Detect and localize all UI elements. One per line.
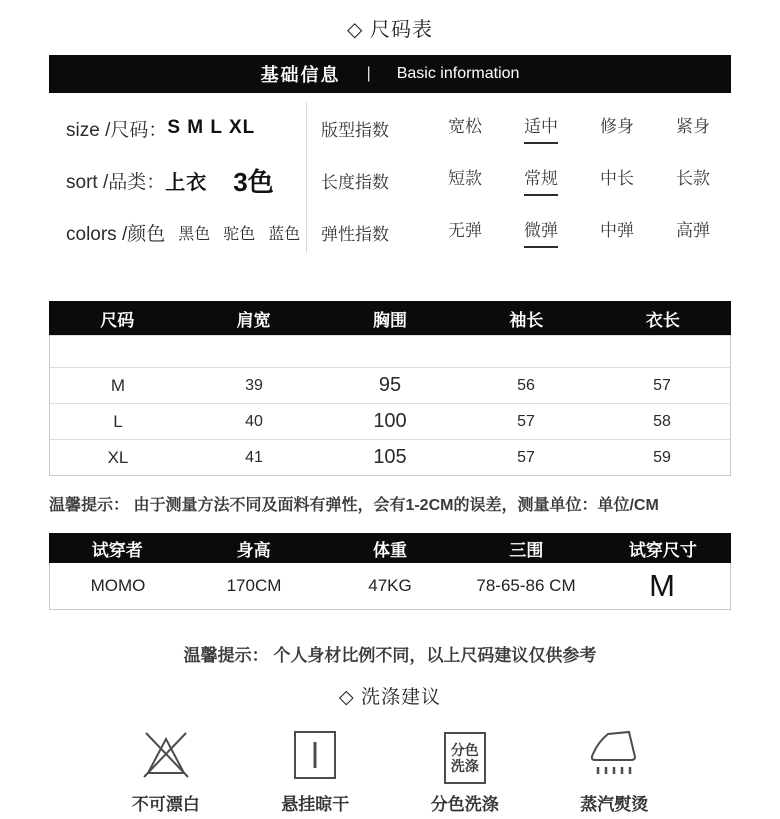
indicator-option: 中弹: [600, 221, 634, 240]
indicator-option-selected: 常规: [503, 164, 579, 196]
indicator-option-selected: 微弹: [503, 216, 579, 248]
cell-fit-size: M: [649, 568, 675, 603]
cell-size: XL: [107, 447, 129, 467]
cell-size: M: [110, 375, 126, 395]
size-table-header-cell: 肩宽: [236, 310, 271, 330]
indicator-label: 弹性指数: [321, 224, 389, 244]
separate-wash-box-line2: 洗涤: [450, 758, 479, 774]
sort-value: 上衣: [165, 171, 208, 194]
no-bleach-icon: [135, 722, 197, 784]
size-value: S M L XL: [167, 117, 256, 138]
indicator-row-elasticity: [307, 206, 731, 258]
wash-item-no-bleach: [106, 722, 226, 815]
cell-length: 58: [653, 412, 671, 430]
product-attributes: [49, 102, 307, 253]
wash-item-steam-iron: [554, 722, 674, 815]
cell-chest: 95: [378, 374, 402, 396]
wash-label: 分色洗涤: [430, 795, 499, 814]
fit-table-header-cell: 体重: [373, 540, 408, 560]
cell-sleeve: 57: [517, 448, 535, 466]
cell-size: L: [113, 411, 123, 431]
basic-info-bar-cn: 基础信息: [260, 65, 341, 85]
indicator-option: 宽松: [448, 117, 482, 136]
cell-shoulder: 40: [245, 412, 263, 430]
indicator-option: 紧身: [676, 117, 710, 136]
sort-extra: 3色: [233, 166, 274, 197]
size-table-header-cell: 袖长: [509, 310, 544, 330]
steam-iron-icon: [583, 722, 645, 784]
wash-item-separate-wash: [405, 722, 525, 815]
cell-chest: 105: [373, 446, 407, 468]
size-row: [66, 102, 306, 154]
size-measurements-table: [49, 301, 731, 476]
size-table-empty-row: [50, 335, 730, 367]
measure-note: 温馨提示： 由于测量方法不同及面料有弹性，会有1-2CM的误差，测量单位：单位/CM: [49, 497, 659, 514]
indicator-option: 短款: [448, 169, 482, 188]
basic-info-bar-divider: |: [366, 65, 371, 82]
basic-info-section: [49, 93, 731, 253]
cell-measurements: 78-65-86 CM: [476, 576, 576, 595]
indicator-option: 中长: [600, 169, 634, 188]
size-table-row-xl: [50, 439, 730, 475]
fit-indicators: [307, 102, 731, 253]
wash-label: 不可漂白: [131, 795, 200, 814]
indicator-row-length: [307, 154, 731, 206]
wash-instructions: [49, 722, 731, 815]
indicator-option-selected: 适中: [503, 112, 579, 144]
cell-shoulder: 39: [245, 376, 263, 394]
indicator-label: 长度指数: [321, 172, 389, 192]
fit-table-header-cell: 身高: [236, 540, 271, 560]
size-table-row-m: [50, 367, 730, 403]
cell-model-name: MOMO: [90, 576, 146, 595]
color-option: 黑色: [178, 225, 211, 243]
colors-label: colors /颜色: [66, 223, 166, 245]
cell-sleeve: 57: [517, 412, 535, 430]
size-table-row-l: [50, 403, 730, 439]
cell-shoulder: 41: [245, 448, 263, 466]
sort-row: [66, 154, 306, 206]
fit-model-table: [49, 533, 731, 610]
colors-row: [66, 206, 306, 258]
sort-label: sort /品类：: [66, 171, 166, 193]
basic-info-bar: [49, 55, 731, 93]
size-table-header-cell: 胸围: [373, 310, 408, 330]
indicator-option: 无弹: [448, 221, 482, 240]
fit-table-header: [49, 533, 731, 563]
cell-length: 59: [653, 448, 671, 466]
page-title: ◇ 尺码表: [347, 19, 433, 41]
size-table-header-cell: 衣长: [645, 310, 680, 330]
cell-chest: 100: [373, 410, 407, 432]
wash-item-hang-dry: [255, 722, 375, 815]
color-option: 蓝色: [268, 225, 301, 243]
cell-length: 57: [653, 376, 671, 394]
color-option: 驼色: [223, 225, 256, 243]
hang-dry-icon: [285, 722, 345, 784]
wash-label: 蒸汽熨烫: [580, 795, 649, 814]
cell-sleeve: 56: [517, 376, 535, 394]
wash-section-title: ◇ 洗涤建议: [339, 687, 441, 708]
fit-table-header-cell: 试穿尺寸: [628, 540, 697, 560]
indicator-option: 修身: [600, 117, 634, 136]
indicator-option: 高弹: [676, 221, 710, 240]
size-table-header: [49, 301, 731, 335]
cell-weight: 47KG: [368, 576, 412, 595]
indicator-row-fit: [307, 102, 731, 154]
size-table-header-cell: 尺码: [100, 310, 135, 330]
cell-height: 170CM: [226, 576, 282, 595]
fit-table-header-cell: 试穿者: [91, 540, 143, 560]
basic-info-bar-en: Basic information: [396, 65, 520, 82]
size-label: size /尺码：: [66, 119, 168, 141]
indicator-option: 长款: [676, 169, 710, 188]
separate-wash-box-line1: 分色: [450, 741, 479, 758]
fit-table-row: [50, 563, 730, 609]
wash-label: 悬挂晾干: [281, 795, 350, 814]
separate-wash-icon: [444, 722, 486, 784]
indicator-label: 版型指数: [321, 120, 389, 140]
fit-table-header-cell: 三围: [509, 540, 544, 560]
fit-note: 温馨提示： 个人身材比例不同，以上尺码建议仅供参考: [183, 646, 597, 665]
